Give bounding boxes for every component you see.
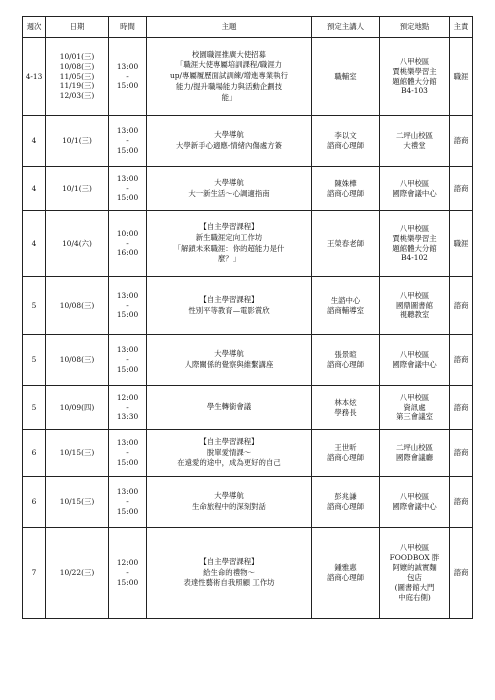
- date-cell-line: 10/09(四): [59, 402, 95, 412]
- location-cell-line: 八甲校區: [399, 350, 430, 360]
- speaker-cell-line: 鍾雅惠: [334, 563, 357, 573]
- location-cell-line: 阿嬤的誠實麵: [392, 563, 437, 573]
- speaker-cell-line: 諮商心理師: [327, 188, 364, 198]
- date-cell-line: 10/01(三): [59, 51, 95, 61]
- topic-cell-line: 能」: [221, 92, 237, 102]
- date-cell-line: 10/08(三): [59, 300, 95, 310]
- speaker-cell-line: 張景暄: [334, 350, 357, 360]
- location-cell: [380, 386, 450, 430]
- speaker-cell-line: 陳姝樺: [334, 178, 357, 188]
- location-cell-line: 題館體大分館: [392, 76, 437, 86]
- location-cell-line: 八甲校區: [399, 56, 430, 66]
- topic-cell-line: 脫單愛情課～: [206, 447, 252, 457]
- time-cell: [109, 38, 147, 116]
- date-cell-line: 10/08(三): [59, 355, 95, 364]
- topic-cell-line: 大學導航: [214, 130, 244, 140]
- time-cell: [109, 386, 147, 430]
- time-cell-line: 13:00: [116, 126, 139, 136]
- date-cell-line: 10/4(六): [62, 238, 92, 248]
- date-cell-line: 11/19(三): [59, 81, 95, 91]
- topic-cell-line: 校園職涯推廣大使招募: [192, 49, 266, 59]
- location-cell: [380, 335, 450, 386]
- topic-cell: [147, 167, 312, 211]
- time-cell-line: 13:00: [116, 345, 139, 355]
- speaker-cell-line: 彭兆謙: [334, 492, 357, 502]
- date-cell: [46, 430, 109, 477]
- location-cell-line: 八甲校區: [399, 543, 430, 553]
- topic-cell-line: 學生轉銜會議: [206, 402, 252, 412]
- topic-cell: [147, 430, 312, 477]
- speaker-cell: [312, 211, 380, 277]
- week-cell: 6: [23, 430, 46, 477]
- time-cell-line: 12:00: [116, 558, 139, 568]
- table-row: [23, 211, 473, 277]
- time-cell-line: 15:00: [116, 310, 139, 320]
- header-week: 週次: [23, 17, 46, 38]
- header-topic: 主題: [147, 17, 312, 38]
- week-cell: 5: [23, 277, 46, 335]
- speaker-cell-line: 王榮春老師: [327, 238, 364, 248]
- time-cell-line: -: [126, 71, 129, 81]
- table-row: [23, 430, 473, 477]
- location-cell: [380, 430, 450, 477]
- time-cell-line: 15:00: [116, 457, 139, 467]
- topic-cell-line: 「解鎖未來職涯：你的超能力是什: [173, 243, 285, 253]
- speaker-cell-line: 學務長: [334, 407, 357, 417]
- location-cell: [380, 277, 450, 335]
- location-cell-line: B4-102: [401, 253, 428, 263]
- topic-cell-line: 能力/提升職場能力與活動企劃技: [176, 81, 282, 91]
- table-row: [23, 477, 473, 528]
- owner-cell: 諮商: [450, 335, 473, 386]
- date-cell: [46, 167, 109, 211]
- speaker-cell: [312, 335, 380, 386]
- topic-cell: [147, 38, 312, 116]
- time-cell-line: 15:00: [116, 81, 139, 91]
- date-cell: [46, 386, 109, 430]
- date-cell-line: 10/22(三): [59, 568, 95, 577]
- speaker-cell-line: 諮商輔導室: [327, 305, 364, 315]
- topic-cell: [147, 528, 312, 619]
- header-location: 預定地點: [380, 17, 450, 38]
- speaker-cell: [312, 167, 380, 211]
- owner-cell: 諮商: [450, 277, 473, 335]
- time-cell-line: 15:00: [116, 577, 139, 587]
- topic-cell-line: 性別平等教育—電影賞欣: [188, 305, 270, 315]
- date-cell: [46, 335, 109, 386]
- time-cell: [109, 211, 147, 277]
- speaker-cell-line: 諮商心理師: [327, 573, 364, 582]
- location-cell-line: 八甲校區: [399, 178, 430, 188]
- time-cell-line: -: [126, 238, 129, 248]
- table-row: [23, 116, 473, 167]
- topic-cell-line: 【自主學習課程】: [199, 556, 259, 566]
- speaker-cell-line: 李以文: [334, 131, 357, 141]
- time-cell-line: -: [126, 300, 129, 310]
- table-row: [23, 335, 473, 386]
- topic-cell-line: 人際關係的覺察與維繫講座: [184, 360, 274, 369]
- time-cell-line: 16:00: [116, 248, 139, 258]
- time-cell: [109, 528, 147, 619]
- speaker-cell-line: 諮商心理師: [327, 360, 364, 369]
- location-cell-line: 八甲校區: [399, 290, 430, 300]
- speaker-cell-line: 諮商心理師: [327, 502, 364, 511]
- location-cell: [380, 38, 450, 116]
- location-cell-line: 二坪山校區: [396, 443, 433, 453]
- location-cell-line: 國際會議中心: [392, 502, 437, 511]
- time-cell: [109, 430, 147, 477]
- location-cell-line: FOODBOX 胖: [389, 553, 440, 563]
- week-cell: 6: [23, 477, 46, 528]
- date-cell: [46, 38, 109, 116]
- time-cell-line: 13:00: [116, 290, 139, 300]
- week-cell: 4-13: [23, 38, 46, 116]
- location-cell-line: 資訊處: [403, 402, 426, 412]
- location-cell-line: 二坪山校區: [396, 131, 433, 141]
- topic-cell-line: up/專屬履歷面試訓練/增進專業執行: [170, 71, 288, 81]
- topic-cell-line: 麼？」: [217, 254, 241, 264]
- date-cell-line: 12/03(三): [59, 91, 95, 101]
- location-cell-line: 國際會議廳: [396, 453, 433, 462]
- owner-cell: 諮商: [450, 430, 473, 477]
- time-cell-line: -: [126, 136, 129, 145]
- location-cell: [380, 528, 450, 619]
- table-row: [23, 167, 473, 211]
- topic-cell-line: 【自主學習課程】: [199, 294, 259, 304]
- location-cell-line: 八甲校區: [399, 223, 430, 233]
- speaker-cell: [312, 38, 380, 116]
- owner-cell: 職涯: [450, 38, 473, 116]
- time-cell: [109, 335, 147, 386]
- header-row: [23, 17, 473, 38]
- time-cell-line: 13:00: [116, 438, 139, 448]
- owner-cell: 諮商: [450, 167, 473, 211]
- location-cell-line: 國際會議中心: [392, 188, 437, 198]
- time-cell: [109, 167, 147, 211]
- week-cell: 7: [23, 528, 46, 619]
- owner-cell: 諮商: [450, 477, 473, 528]
- topic-cell-line: 【自主學習課程】: [199, 436, 259, 446]
- speaker-cell: [312, 277, 380, 335]
- topic-cell-line: 大學導航: [214, 491, 244, 501]
- location-cell-line: 八甲校區: [399, 492, 430, 502]
- week-cell: 4: [23, 116, 46, 167]
- speaker-cell-line: 王世昕: [334, 443, 357, 453]
- location-cell-line: 題館體大分館: [392, 243, 437, 253]
- speaker-cell-line: 職輔室: [334, 71, 357, 81]
- owner-cell: 諮商: [450, 528, 473, 619]
- table-row: [23, 386, 473, 430]
- time-cell: [109, 477, 147, 528]
- location-cell: [380, 167, 450, 211]
- location-cell-line: 大禮堂: [403, 141, 426, 150]
- location-cell-line: 第三會議室: [396, 412, 433, 422]
- table-row: [23, 277, 473, 335]
- speaker-cell-line: 林本炫: [334, 397, 357, 407]
- header-time: 時間: [109, 17, 147, 38]
- time-cell-line: 10:00: [116, 228, 139, 238]
- date-cell: [46, 528, 109, 619]
- location-cell-line: B4-103: [401, 86, 428, 96]
- topic-cell-line: 新生職涯定向工作坊: [195, 232, 263, 242]
- topic-cell-line: 大學導航: [214, 349, 244, 359]
- date-cell-line: 10/15(三): [59, 497, 95, 506]
- time-cell-line: 13:00: [116, 173, 139, 183]
- header-owner: 主責: [450, 17, 473, 38]
- topic-cell-line: 「職涯大使專屬培訓課程/職涯力: [176, 60, 282, 70]
- header-speaker: 預定主講人: [312, 17, 380, 38]
- topic-cell-line: 生命旅程中的深刻對話: [192, 502, 266, 511]
- owner-cell: 諮商: [450, 116, 473, 167]
- topic-cell: [147, 116, 312, 167]
- date-cell: [46, 211, 109, 277]
- topic-cell-line: 給生命的禮物～: [203, 567, 255, 577]
- location-cell: [380, 211, 450, 277]
- location-cell-line: 視聽教室: [399, 310, 430, 320]
- date-cell: [46, 277, 109, 335]
- location-cell: [380, 477, 450, 528]
- speaker-cell-line: 諮商心理師: [327, 453, 364, 462]
- date-cell-line: 10/1(三): [62, 183, 92, 193]
- location-cell-line: (圖書館大門: [394, 582, 435, 592]
- topic-cell: [147, 335, 312, 386]
- topic-cell-line: 大學新手心適應-情緒內傷處方簽: [176, 141, 282, 150]
- speaker-cell-line: 諮商心理師: [327, 141, 364, 150]
- week-cell: 4: [23, 167, 46, 211]
- week-cell: 4: [23, 211, 46, 277]
- topic-cell-line: 大學導航: [214, 177, 244, 187]
- topic-cell: [147, 277, 312, 335]
- time-cell-line: -: [126, 355, 129, 364]
- location-cell-line: 國際會議中心: [392, 360, 437, 369]
- topic-cell-line: 在遠愛的途中，成為更好的自己: [177, 458, 281, 468]
- time-cell-line: 12:00: [116, 392, 139, 402]
- time-cell-line: 15:00: [116, 364, 139, 374]
- header-date: 日期: [46, 17, 109, 38]
- topic-cell: [147, 386, 312, 430]
- location-cell-line: 賈桃樂學習主: [392, 233, 437, 243]
- time-cell-line: -: [126, 448, 129, 457]
- topic-cell: [147, 477, 312, 528]
- time-cell-line: -: [126, 568, 129, 577]
- location-cell-line: 賈桃樂學習主: [392, 66, 437, 76]
- date-cell-line: 11/05(三): [59, 71, 95, 81]
- time-cell-line: 15:00: [116, 506, 139, 516]
- date-cell-line: 10/1(三): [62, 136, 92, 145]
- time-cell: [109, 277, 147, 335]
- time-cell-line: 15:00: [116, 193, 139, 203]
- speaker-cell: [312, 477, 380, 528]
- time-cell-line: 15:00: [116, 145, 139, 155]
- time-cell-line: -: [126, 497, 129, 506]
- time-cell: [109, 116, 147, 167]
- location-cell-line: 中庭右側): [398, 592, 431, 602]
- time-cell-line: 13:00: [116, 487, 139, 497]
- time-cell-line: 13:30: [116, 412, 139, 422]
- location-cell: [380, 116, 450, 167]
- week-cell: 5: [23, 386, 46, 430]
- topic-cell: [147, 211, 312, 277]
- date-cell-line: 10/08(三): [59, 61, 95, 71]
- schedule-body: [23, 38, 473, 619]
- topic-cell-line: 大一新生活～心調適指南: [188, 188, 270, 198]
- time-cell-line: 13:00: [116, 61, 139, 71]
- schedule-table: [22, 16, 473, 619]
- time-cell-line: -: [126, 402, 129, 412]
- speaker-cell: [312, 430, 380, 477]
- location-cell-line: 包店: [407, 573, 422, 582]
- location-cell-line: 八甲校區: [399, 392, 430, 402]
- speaker-cell-line: 生諮中心: [330, 295, 361, 305]
- table-row: [23, 38, 473, 116]
- date-cell: [46, 477, 109, 528]
- table-row: [23, 528, 473, 619]
- date-cell-line: 10/15(三): [59, 448, 95, 457]
- speaker-cell: [312, 386, 380, 430]
- location-cell-line: 國鼎圖書館: [396, 300, 433, 310]
- speaker-cell: [312, 116, 380, 167]
- topic-cell-line: 表達性藝術自我照顧 工作坊: [183, 578, 275, 588]
- time-cell-line: -: [126, 183, 129, 193]
- topic-cell-line: 【自主學習課程】: [199, 222, 259, 232]
- speaker-cell: [312, 528, 380, 619]
- week-cell: 5: [23, 335, 46, 386]
- date-cell: [46, 116, 109, 167]
- owner-cell: 諮商: [450, 386, 473, 430]
- owner-cell: 職涯: [450, 211, 473, 277]
